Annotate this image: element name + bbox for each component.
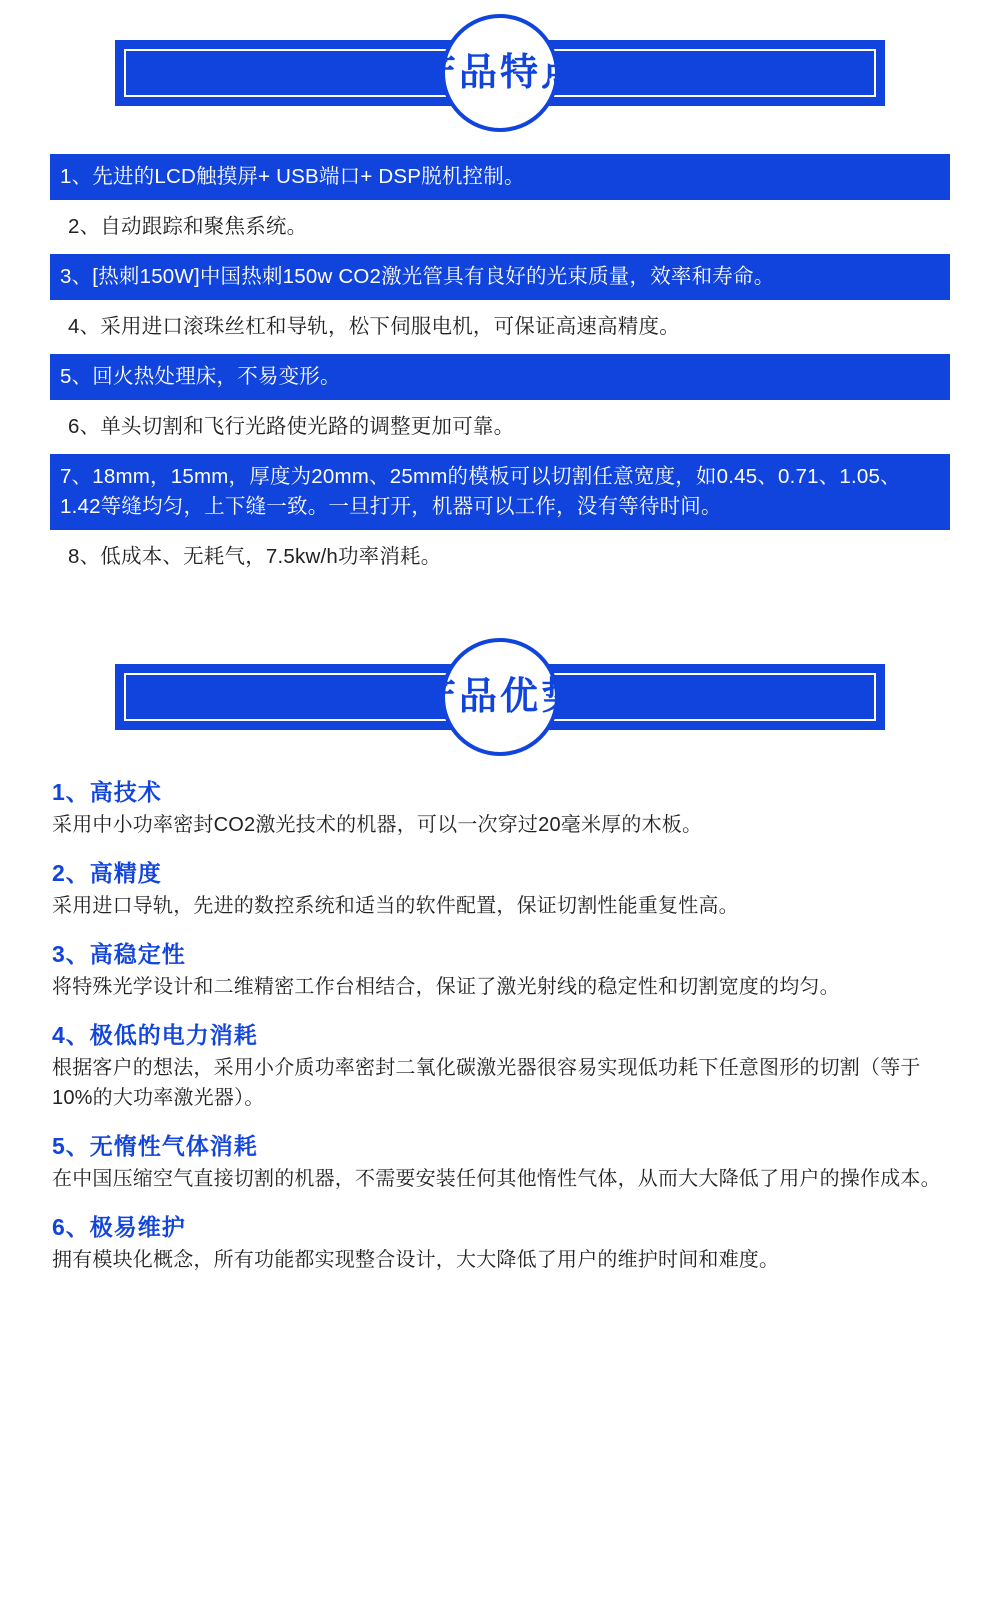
section-title-features: 产品特点 — [417, 52, 582, 94]
feature-item: 7、18mm，15mm，厚度为20mm、25mm的模板可以切割任意宽度，如0.45、0.71、1.05、1.42等缝均匀，上下缝一致。一旦打开，机器可以工作，没有等待时间。 — [50, 454, 950, 530]
feature-item: 4、采用进口滚珠丝杠和导轨，松下伺服电机，可保证高速高精度。 — [68, 315, 680, 338]
feature-item: 5、回火热处理床，不易变形。 — [50, 354, 950, 400]
advantage-item — [52, 1211, 948, 1275]
advantage-body: 在中国压缩空气直接切割的机器，不需要安装任何其他惰性气体，从而大大降低了用户的操作成本。 — [52, 1168, 941, 1190]
section-banner-advantages — [115, 638, 885, 756]
advantage-title: 6、极易维护 — [52, 1214, 186, 1240]
advantage-body: 将特殊光学设计和二维精密工作台相结合，保证了激光射线的稳定性和切割宽度的均匀。 — [52, 976, 840, 998]
feature-item: 2、自动跟踪和聚焦系统。 — [68, 215, 308, 238]
advantage-title: 3、高稳定性 — [52, 941, 186, 967]
advantage-title: 2、高精度 — [52, 860, 162, 886]
top-spacer — [0, 0, 1000, 14]
advantage-title: 5、无惰性气体消耗 — [52, 1133, 258, 1159]
section-banner-features — [115, 14, 885, 132]
advantage-body: 拥有模块化概念，所有功能都实现整合设计，大大降低了用户的维护时间和难度。 — [52, 1249, 780, 1271]
section-gap — [0, 584, 1000, 638]
advantage-item — [52, 776, 948, 840]
feature-list — [50, 154, 950, 580]
advantage-body: 根据客户的想法，采用小介质功率密封二氧化碳激光器很容易实现低功耗下任意图形的切割（等于10%的大功率激光器）。 — [52, 1057, 921, 1109]
advantage-title: 1、高技术 — [52, 779, 162, 805]
advantage-item — [52, 938, 948, 1002]
advantage-list — [52, 776, 948, 1275]
feature-item: 1、先进的LCD触摸屏+ USB端口+ DSP脱机控制。 — [50, 154, 950, 200]
advantage-title: 4、极低的电力消耗 — [52, 1022, 258, 1048]
advantage-body: 采用中小功率密封CO2激光技术的机器，可以一次穿过20毫米厚的木板。 — [52, 814, 703, 836]
advantage-item — [52, 1019, 948, 1113]
advantage-body: 采用进口导轨，先进的数控系统和适当的软件配置，保证切割性能重复性高。 — [52, 895, 739, 917]
section-title-advantages: 产品优势 — [417, 676, 582, 718]
feature-item: 6、单头切割和飞行光路使光路的调整更加可靠。 — [68, 415, 515, 438]
advantage-item — [52, 857, 948, 921]
advantage-item — [52, 1130, 948, 1194]
feature-item: 3、[热刺150W]中国热刺150w CO2激光管具有良好的光束质量，效率和寿命。 — [50, 254, 950, 300]
feature-item: 8、低成本、无耗气，7.5kw/h功率消耗。 — [68, 545, 442, 568]
